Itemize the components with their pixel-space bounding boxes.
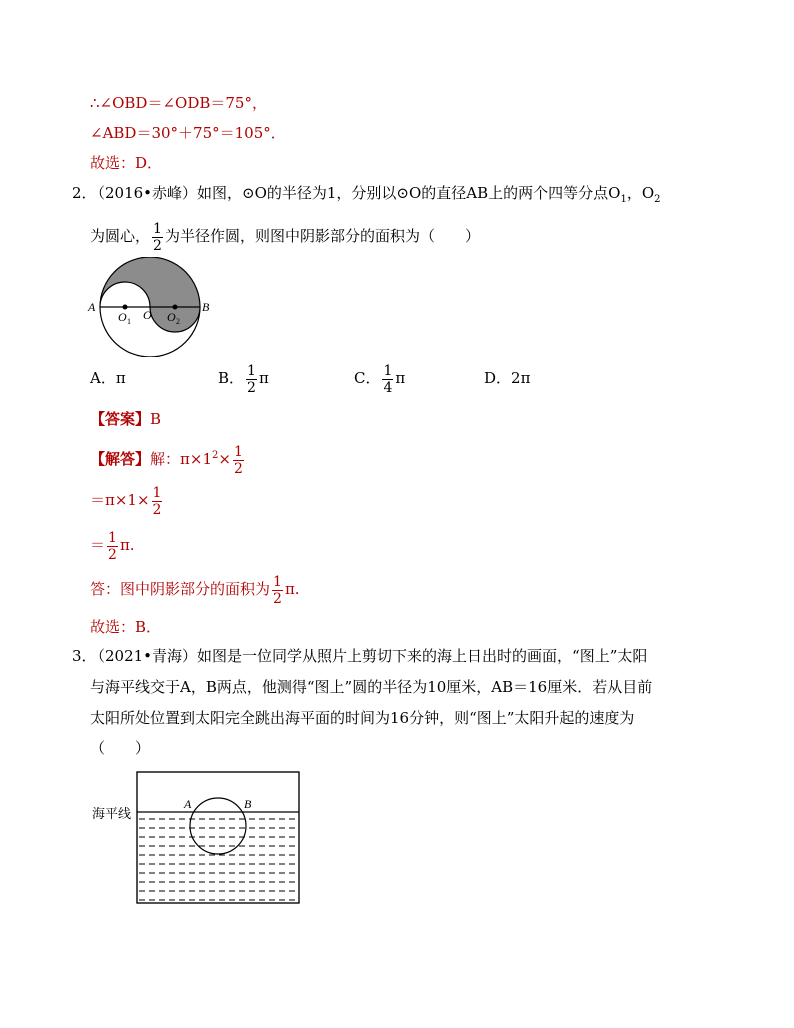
prev-choice: 故选：D．: [90, 154, 163, 172]
q2-stem-line1: [90, 183, 661, 210]
label-o2: O: [167, 310, 176, 324]
q3-number: 3．: [72, 647, 97, 665]
sea-area: [137, 812, 299, 903]
q3-sunrise-figure: [88, 770, 304, 906]
q2-solution-line3: ＝ $\frac{1}{2}$ π.: [90, 529, 135, 563]
label-b: B: [244, 797, 252, 811]
q2-answer: [90, 409, 161, 429]
q2-stem-part1: （2016•赤峰）如图，⊙O的半径为1，分别以⊙O的直径AB上的两个四等分点O: [90, 184, 621, 202]
o1-point: [123, 305, 128, 310]
prev-line-2: ∠ABD＝30°＋75°＝105°．: [90, 124, 286, 142]
q2-solution-line1: 【解答】解：$\pi\times 1^2\times$ $\frac{1}{2}$: [90, 443, 243, 477]
q3-line3: 太阳所处位置到太阳完全跳出海平面的时间为16分钟，则“图上”太阳升起的速度为: [90, 709, 635, 727]
q2-sub2: 2: [654, 194, 661, 205]
label-o: O: [143, 308, 152, 322]
q3-line1: （2021•青海）如图是一位同学从照片上剪切下来的海上日出时的画面，“图上”太阳: [90, 647, 648, 665]
q2-option-b: B． $\frac{1}{2}$ π: [218, 362, 269, 396]
q2-solution-line2: ＝π×1× $\frac{1}{2}$: [90, 484, 162, 518]
q2-conclusion: 答：图中阴影部分的面积为 $\frac{1}{2}$ π.: [90, 573, 300, 607]
q2-stem-line2: [90, 218, 480, 254]
label-o1-sub: 1: [127, 317, 131, 326]
q2-option-a: A．π: [90, 369, 126, 387]
q2-stem-part3: 为半径作圆，则图中阴影部分的面积为（ ）: [164, 227, 480, 245]
q2-circle-figure: [86, 257, 216, 357]
answer-tag: 【答案】: [90, 410, 151, 428]
q2-option-d: D．2π: [484, 369, 531, 387]
label-a: A: [184, 797, 192, 811]
o2-point: [173, 305, 178, 310]
label-o1: O: [118, 310, 127, 324]
q3-line4: （ ）: [90, 739, 151, 757]
q2-sep: ，O: [626, 184, 655, 202]
answer-value: B: [150, 410, 162, 428]
q2-choice: 故选：B．: [90, 618, 162, 636]
prev-line-1: ∴∠OBD＝∠ODB＝75°，: [90, 94, 267, 112]
sea-level-label: 海平线: [92, 807, 132, 822]
q3-line2: 与海平线交于A，B两点，他测得“图上”圆的半径为10厘米，AB＝16厘米．若从目前: [90, 678, 653, 696]
solution-tag: 【解答】: [90, 450, 151, 468]
q2-half-fraction: $\frac{1}{2}$: [153, 220, 162, 254]
label-a: A: [88, 300, 96, 314]
q2-option-c: C． $\frac{1}{4}$ π: [354, 362, 406, 396]
label-o2-sub: 2: [176, 317, 180, 326]
label-b: B: [202, 300, 210, 314]
q2-stem-part2: 为圆心，: [90, 227, 151, 245]
q2-number: 2．: [72, 184, 97, 202]
q2-sub1: 1: [620, 194, 627, 205]
